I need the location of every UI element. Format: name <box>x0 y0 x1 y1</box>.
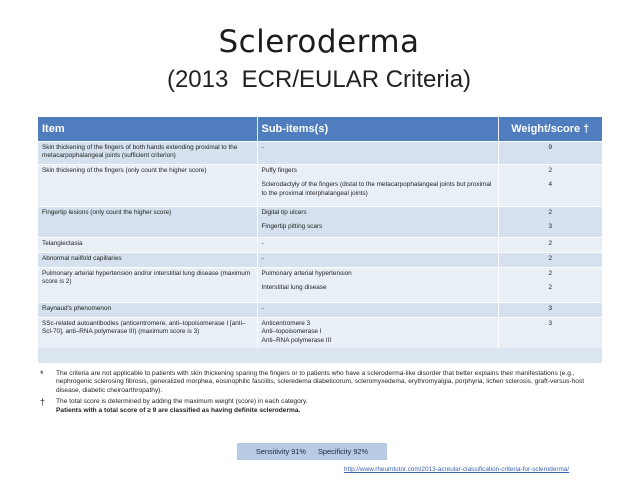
criteria-table <box>38 117 602 348</box>
footnote-text: The criteria are not applicable to patients with skin thickening sparing the fingers or to patients who have a scleroderma-like disorder that better explains their manifestations (e.g., nephrogenic sclerosing fibrosis, generalized morphea, eosinophilic fasciitis, scleredema diabeticorum, scleromyxedema, erythromyalgia, porphyria, lichen sclerosis, graft-versus-host disease, diabetic cheiroarthropathy). <box>56 370 585 394</box>
footnote-text: The total score is determined by adding the maximum weight (score) in each category. <box>56 398 308 406</box>
header-item: Item <box>38 117 257 142</box>
table-header-row <box>38 117 602 142</box>
table-row <box>38 268 602 303</box>
table-row <box>38 165 602 207</box>
item-cell: Telangiectasia <box>38 238 257 253</box>
subitem-cell: Anticentromere 3 Anti–topoisomerase I Anti–RNA polymerase III <box>257 318 498 348</box>
item-cell: Skin thickening of the fingers of both hands extending proximal to the metacarpophalangeal joints (sufficient criterion) <box>38 142 257 165</box>
table-row <box>38 142 602 165</box>
subitem-cell: Pulmonary arterial hypertension Interstitial lung disease <box>257 268 498 303</box>
classification-threshold: Patients with a total score of ≥ 9 are classified as having definite scleroderma. <box>56 406 301 414</box>
header-subitems: Sub-items(s) <box>257 117 498 142</box>
score-cell: 2 3 <box>498 207 602 238</box>
subitem-cell: - <box>257 253 498 268</box>
item-cell: Skin thickening of the fingers (only count the higher score) <box>38 165 257 207</box>
table-row <box>38 238 602 253</box>
score-cell: 2 <box>498 253 602 268</box>
score-cell: 9 <box>498 142 602 165</box>
header-weight: Weight/score † <box>498 117 602 142</box>
subitem-cell: Digital tip ulcers Fingertip pitting scars <box>257 207 498 238</box>
score-cell: 3 <box>498 318 602 348</box>
score-cell: 2 4 <box>498 165 602 207</box>
subitem-cell: - <box>257 303 498 318</box>
footnote-applicability <box>40 370 600 395</box>
score-cell: 2 2 <box>498 268 602 303</box>
table-row <box>38 303 602 318</box>
performance-box <box>237 443 387 460</box>
sensitivity-label: Sensitivity 91% <box>255 447 306 456</box>
table-row <box>38 318 602 348</box>
specificity-label: Specificity 92% <box>318 447 369 456</box>
dagger-mark: † <box>40 397 46 408</box>
item-cell: Abnormal nailfold capillaries <box>38 253 257 268</box>
footnotes <box>40 370 600 418</box>
subitem-cell: - <box>257 142 498 165</box>
page-subtitle: (2013 ECR/EULAR Criteria) <box>166 66 472 93</box>
score-cell: 3 <box>498 303 602 318</box>
item-cell: Pulmonary arterial hypertension and/or interstitial lung disease (maximum score is 2) <box>38 268 257 303</box>
asterisk-mark: * <box>40 369 44 379</box>
table-row <box>38 207 602 238</box>
footnote-scoring <box>40 398 600 415</box>
criteria-table-panel <box>38 117 602 363</box>
subitem-cell: - <box>257 238 498 253</box>
source-link[interactable]: http://www.rheumtutor.com/2013-acreular-classification-criteria-for-scleroderma/ <box>344 466 570 473</box>
item-cell: SSc-related autoantibodies (anticentromere, anti–topoisomerase I [anti–Scl-70], anti–RNA polymerase III) (maximum score is 3) <box>38 318 257 348</box>
table-row <box>38 253 602 268</box>
subitem-cell: Puffy fingers Sclerodactyly of the fingers (distal to the metacarpophalangeal joints but proximal to the proximal interphalangeal joints) <box>257 165 498 207</box>
item-cell: Fingertip lesions (only count the higher score) <box>38 207 257 238</box>
item-cell: Raynaud's phenomenon <box>38 303 257 318</box>
score-cell: 2 <box>498 238 602 253</box>
page-title: Scleroderma <box>218 24 420 60</box>
